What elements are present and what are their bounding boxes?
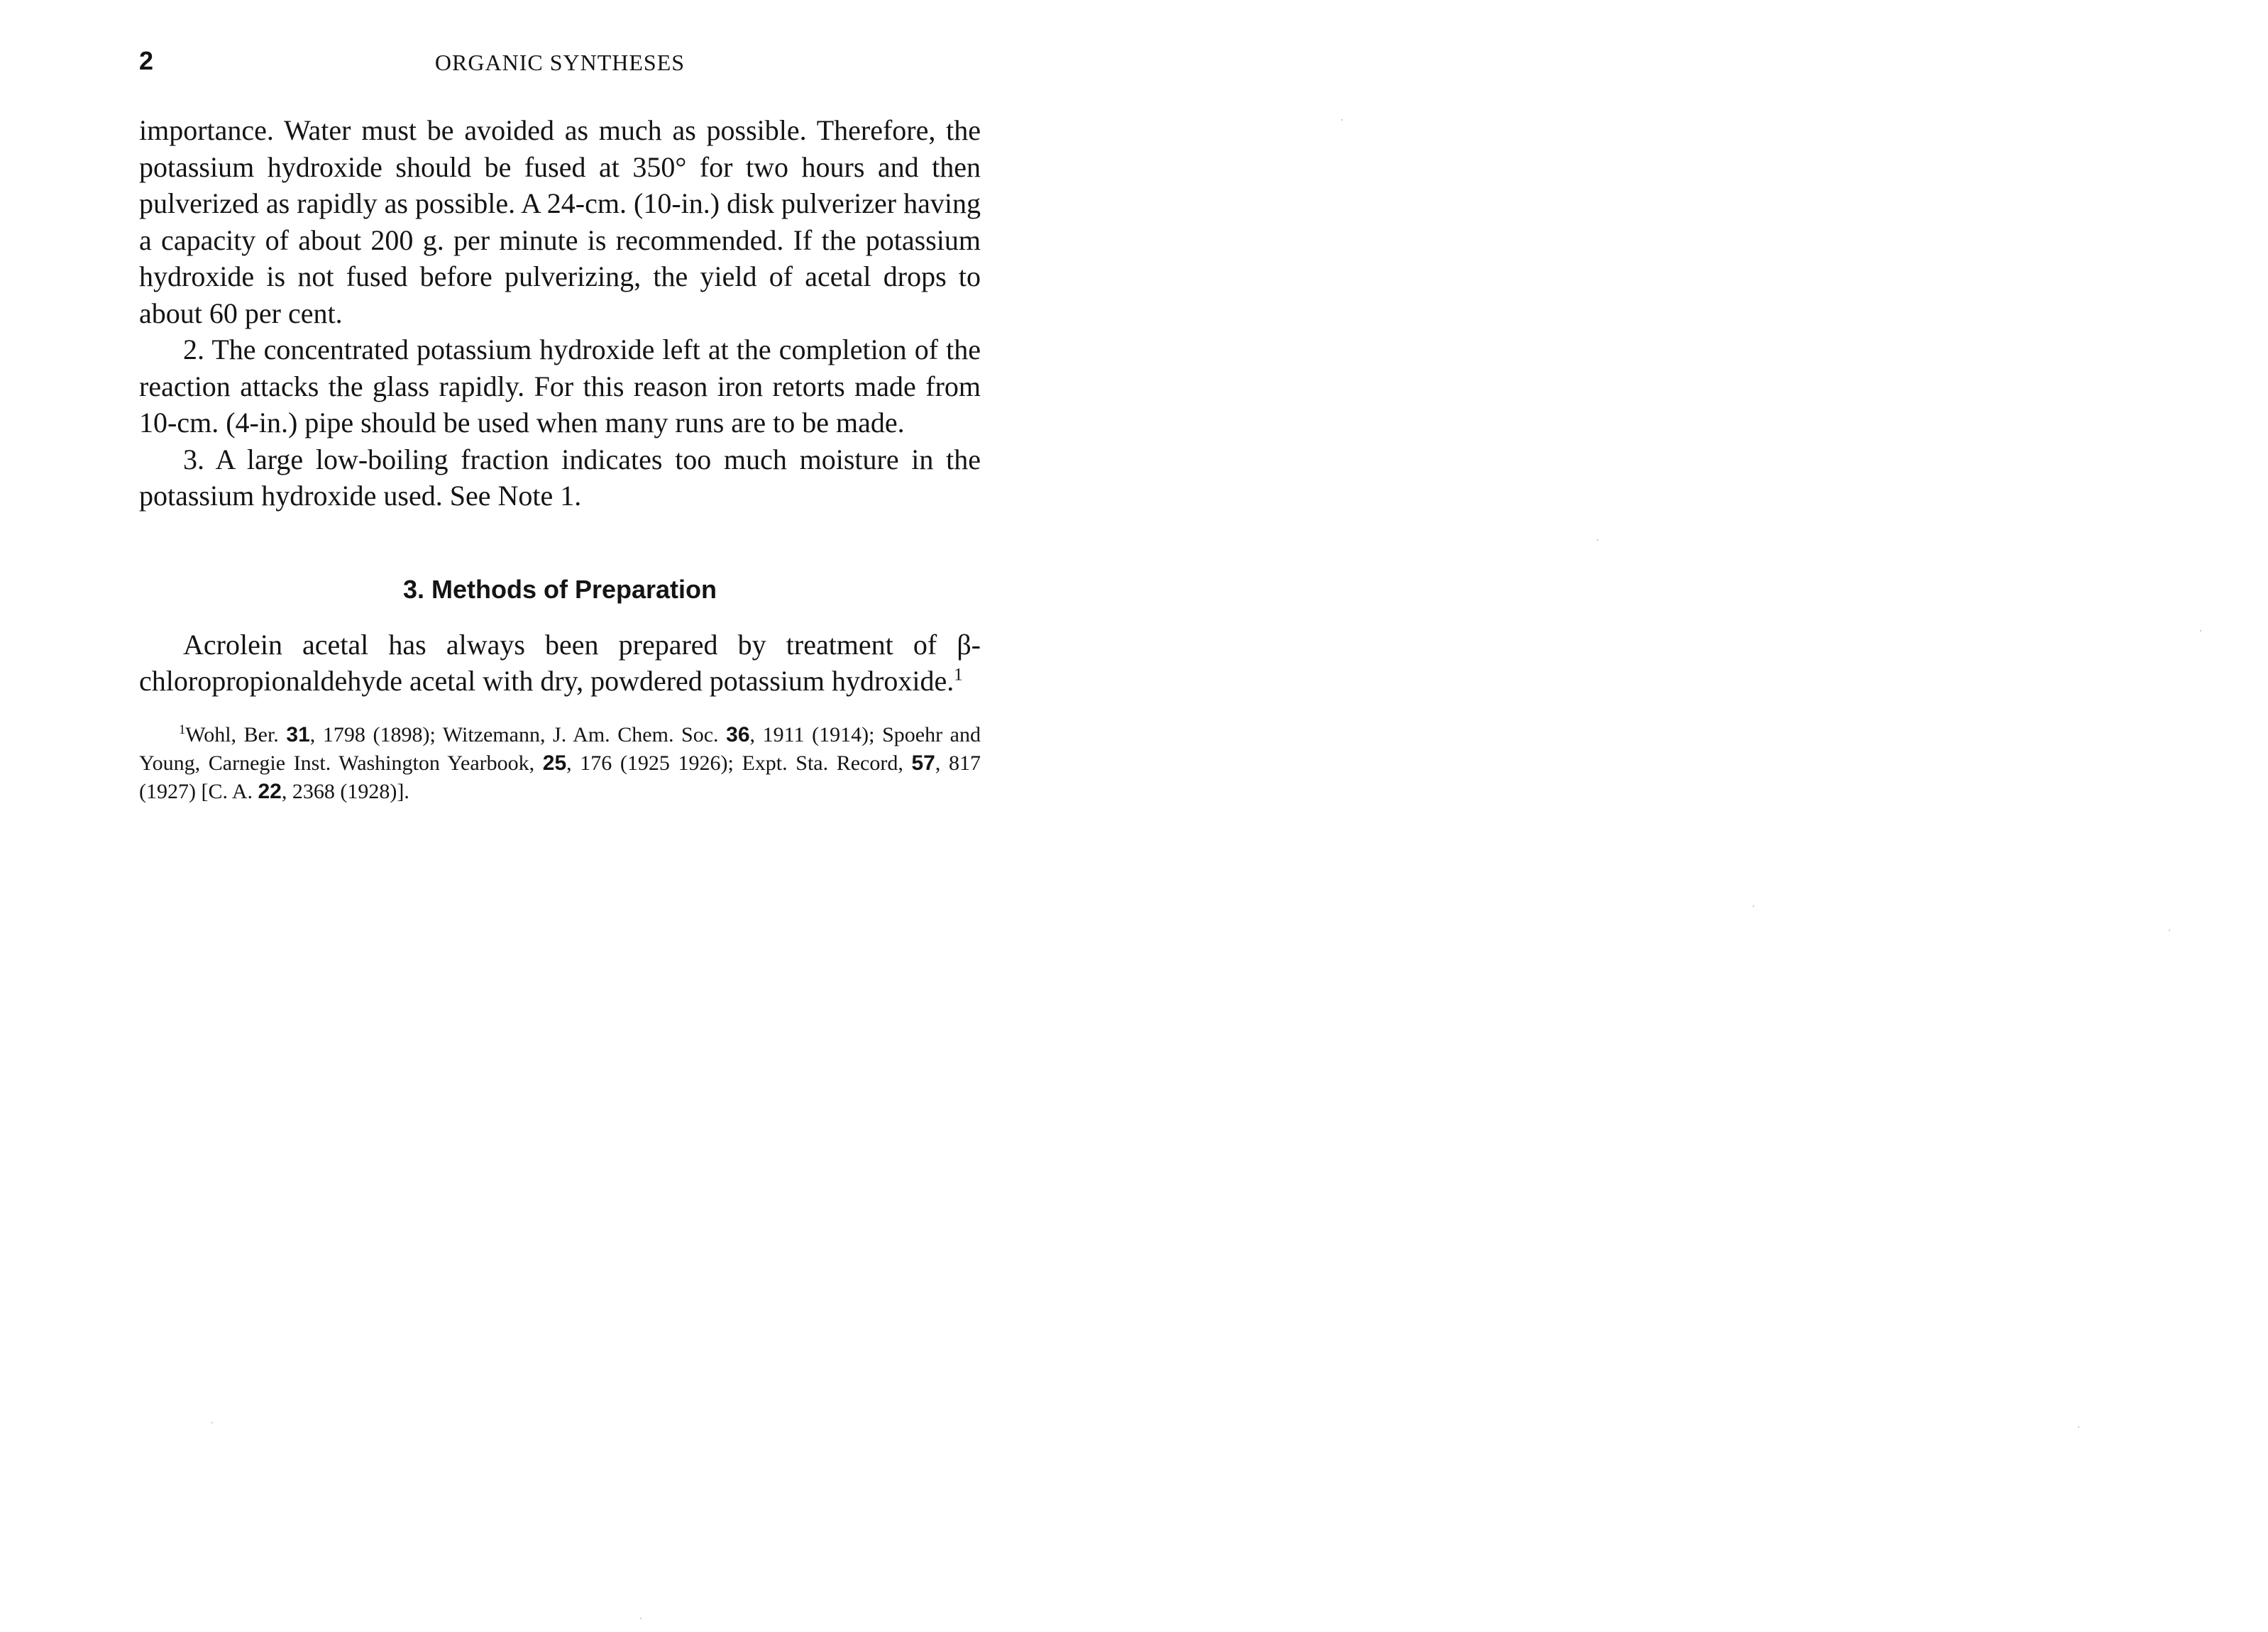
footnote <box>139 721 981 806</box>
scan-speck <box>1753 905 1754 907</box>
note-3: 3. A large low-boiling fraction indicates too much moisture in the potassium hydroxide used. See Note 1. <box>139 443 981 512</box>
footnote-text-6: , 2368 (1928)]. <box>281 779 409 803</box>
page-header <box>139 44 981 84</box>
methods-paragraph-text: Acrolein acetal has always been prepared by treatment of β-chloropropionaldehyde acetal with dry, powdered potassium hydroxide. <box>139 628 981 697</box>
note-1-continuation: importance. Water must be avoided as much as possible. Therefore, the potassium hydroxide should be fused at 350° for two hours and then pulverized as rapidly as possible. A 24-cm. (10-in.) disk pulverizer having a capacity of about 200 g. per minute is recommended. If the potassium hydroxide is not fused before pulverizing, the yield of acetal drops to about 60 per cent. <box>139 114 981 329</box>
footnote-volume-3: 25 <box>542 751 567 775</box>
scan-speck <box>640 1618 642 1619</box>
scan-speck <box>211 1422 213 1423</box>
running-head: ORGANIC SYNTHESES <box>434 50 686 75</box>
footnote-text-5: , 817 (1927) [C. A. <box>139 751 981 803</box>
methods-paragraph <box>139 627 981 700</box>
footnote-volume-1: 31 <box>286 722 310 746</box>
footnote-text-2: , 1798 (1898); Witzemann, J. Am. Chem. Soc. <box>309 722 727 746</box>
footnote-marker: 1 <box>179 722 186 737</box>
page-number: 2 <box>139 46 154 75</box>
scan-speck <box>2200 630 2201 632</box>
footnote-reference: 1 <box>954 665 963 685</box>
footnote-text-3: , 1911 (1914); Spoehr and Young, Carnegie Inst. Washington Yearbook, <box>139 722 981 775</box>
footnote-text-1: Wohl, Ber. <box>185 722 287 746</box>
section-heading: 3. Methods of Preparation <box>402 574 717 604</box>
footnote-volume-2: 36 <box>726 722 750 746</box>
footnote-volume-5: 22 <box>258 779 282 803</box>
scan-speck <box>1597 539 1598 541</box>
note-2: 2. The concentrated potassium hydroxide left at the completion of the reaction attacks the glass rapidly. For this reason iron retorts made from 10-cm. (4-in.) pipe should be used when many runs are to be made. <box>139 333 981 439</box>
main-text <box>139 112 981 806</box>
footnote-text-4: , 176 (1925 1926); Expt. Sta. Record, <box>566 751 912 775</box>
scan-speck <box>2169 930 2170 931</box>
footnote-volume-4: 57 <box>911 751 935 775</box>
scan-speck <box>1341 119 1343 121</box>
scan-speck <box>2078 1426 2079 1428</box>
